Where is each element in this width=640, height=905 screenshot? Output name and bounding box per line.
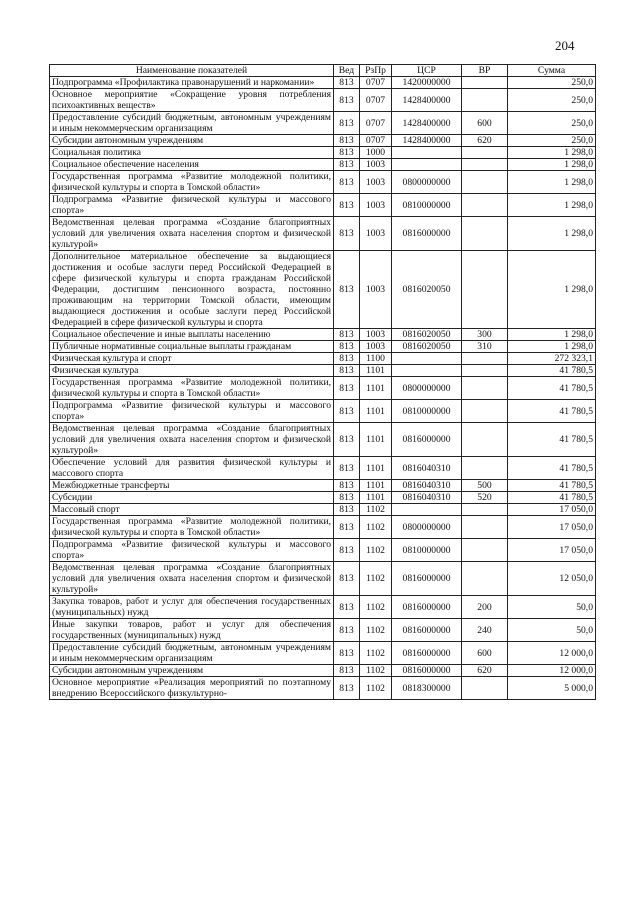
cell-vr [462, 171, 508, 194]
cell-sum: 41 780,5 [508, 423, 596, 457]
table-row [50, 665, 596, 677]
cell-rzpr: 0707 [360, 77, 392, 89]
cell-name: Дополнительное материальное обеспечение за выдающиеся достижения и особые заслуги перед Российской Федерацией в сфере физической культуры и спорта гражданам Российской Федерации, достигшим пенсионного возраста, постоянно проживающим на территории Томской области, имеющим выдающиеся достижения и особые заслуги перед Российской Федерацией в сфере физической культуры и спорта [50, 251, 334, 329]
cell-csr: 0816040310 [392, 457, 462, 480]
cell-sum: 1 298,0 [508, 194, 596, 217]
cell-rzpr: 1102 [360, 665, 392, 677]
cell-sum: 250,0 [508, 135, 596, 147]
cell-vr [462, 194, 508, 217]
table-row [50, 677, 596, 700]
table-row [50, 492, 596, 504]
cell-rzpr: 1102 [360, 596, 392, 619]
table-header-row [50, 65, 596, 77]
cell-name: Субсидии автономным учреждениям [50, 665, 334, 677]
cell-name: Подпрограмма «Профилактика правонарушений и наркомании» [50, 77, 334, 89]
cell-ved: 813 [334, 480, 360, 492]
cell-sum: 1 298,0 [508, 159, 596, 171]
cell-csr: 1420000000 [392, 77, 462, 89]
cell-ved: 813 [334, 353, 360, 365]
cell-name: Предоставление субсидий бюджетным, автономным учреждениям и иным некоммерческим организациям [50, 112, 334, 135]
cell-sum: 50,0 [508, 596, 596, 619]
cell-rzpr: 0707 [360, 89, 392, 112]
cell-sum: 1 298,0 [508, 329, 596, 341]
cell-vr [462, 677, 508, 700]
cell-name: Подпрограмма «Развитие физической культуры и массового спорта» [50, 400, 334, 423]
cell-ved: 813 [334, 516, 360, 539]
cell-rzpr: 1003 [360, 341, 392, 353]
cell-rzpr: 1003 [360, 171, 392, 194]
cell-sum: 17 050,0 [508, 504, 596, 516]
header-rzpr: РзПр [360, 65, 392, 77]
cell-vr [462, 562, 508, 596]
cell-csr: 0800000000 [392, 171, 462, 194]
cell-name: Закупка товаров, работ и услуг для обеспечения государственных (муниципальных) нужд [50, 596, 334, 619]
cell-csr: 0810000000 [392, 539, 462, 562]
cell-ved: 813 [334, 159, 360, 171]
cell-sum: 41 780,5 [508, 457, 596, 480]
cell-sum: 41 780,5 [508, 492, 596, 504]
cell-vr: 600 [462, 642, 508, 665]
cell-vr [462, 217, 508, 251]
cell-vr [462, 504, 508, 516]
cell-csr: 0816000000 [392, 423, 462, 457]
table-row [50, 251, 596, 329]
cell-name: Государственная программа «Развитие молодежной политики, физической культуры и спорта в Томской области» [50, 171, 334, 194]
cell-name: Субсидии автономным учреждениям [50, 135, 334, 147]
table-row [50, 217, 596, 251]
header-csr: ЦСР [392, 65, 462, 77]
table-row [50, 539, 596, 562]
cell-name: Иные закупки товаров, работ и услуг для обеспечения государственных (муниципальных) нужд [50, 619, 334, 642]
cell-vr [462, 423, 508, 457]
cell-vr [462, 159, 508, 171]
cell-sum: 41 780,5 [508, 377, 596, 400]
header-vr: ВР [462, 65, 508, 77]
cell-sum: 272 323,1 [508, 353, 596, 365]
cell-vr [462, 516, 508, 539]
cell-rzpr: 1102 [360, 504, 392, 516]
cell-vr: 600 [462, 112, 508, 135]
cell-sum: 17 050,0 [508, 516, 596, 539]
cell-name: Ведомственная целевая программа «Создание благоприятных условий для увеличения охвата населения спортом и физической культурой» [50, 562, 334, 596]
cell-sum: 41 780,5 [508, 480, 596, 492]
budget-table [49, 64, 596, 700]
cell-name: Подпрограмма «Развитие физической культуры и массового спорта» [50, 539, 334, 562]
cell-name: Ведомственная целевая программа «Создание благоприятных условий для увеличения охвата населения спортом и физической культурой» [50, 217, 334, 251]
cell-csr: 0818300000 [392, 677, 462, 700]
cell-csr: 0816040310 [392, 480, 462, 492]
cell-vr [462, 147, 508, 159]
cell-sum: 5 000,0 [508, 677, 596, 700]
cell-ved: 813 [334, 539, 360, 562]
cell-ved: 813 [334, 147, 360, 159]
cell-sum: 41 780,5 [508, 400, 596, 423]
cell-sum: 1 298,0 [508, 147, 596, 159]
cell-rzpr: 1102 [360, 539, 392, 562]
cell-name: Основное мероприятие «Сокращение уровня потребления психоактивных веществ» [50, 89, 334, 112]
cell-rzpr: 1101 [360, 365, 392, 377]
cell-csr [392, 159, 462, 171]
cell-sum: 12 050,0 [508, 562, 596, 596]
table-body [50, 77, 596, 700]
cell-csr: 0810000000 [392, 194, 462, 217]
table-row [50, 171, 596, 194]
cell-csr [392, 353, 462, 365]
cell-csr: 0816000000 [392, 619, 462, 642]
table-row [50, 377, 596, 400]
cell-vr [462, 353, 508, 365]
cell-ved: 813 [334, 377, 360, 400]
cell-vr: 620 [462, 665, 508, 677]
cell-sum: 12 000,0 [508, 642, 596, 665]
table-row [50, 619, 596, 642]
cell-name: Обеспечение условий для развития физической культуры и массового спорта [50, 457, 334, 480]
cell-ved: 813 [334, 619, 360, 642]
cell-rzpr: 1102 [360, 516, 392, 539]
cell-csr: 0810000000 [392, 400, 462, 423]
table-row [50, 423, 596, 457]
cell-sum: 1 298,0 [508, 171, 596, 194]
cell-csr: 0816000000 [392, 562, 462, 596]
cell-rzpr: 1100 [360, 353, 392, 365]
cell-csr: 0816000000 [392, 642, 462, 665]
cell-name: Физическая культура и спорт [50, 353, 334, 365]
cell-ved: 813 [334, 562, 360, 596]
cell-name: Публичные нормативные социальные выплаты гражданам [50, 341, 334, 353]
cell-ved: 813 [334, 677, 360, 700]
cell-rzpr: 1102 [360, 642, 392, 665]
cell-name: Предоставление субсидий бюджетным, автономным учреждениям и иным некоммерческим организациям [50, 642, 334, 665]
cell-csr: 0816020050 [392, 341, 462, 353]
cell-name: Физическая культура [50, 365, 334, 377]
cell-vr [462, 457, 508, 480]
table-row [50, 341, 596, 353]
cell-name: Массовый спорт [50, 504, 334, 516]
cell-csr [392, 504, 462, 516]
cell-ved: 813 [334, 135, 360, 147]
cell-vr: 500 [462, 480, 508, 492]
cell-sum: 1 298,0 [508, 341, 596, 353]
cell-rzpr: 1101 [360, 400, 392, 423]
table-row [50, 504, 596, 516]
cell-name: Государственная программа «Развитие молодежной политики, физической культуры и спорта в Томской области» [50, 377, 334, 400]
cell-csr [392, 147, 462, 159]
cell-ved: 813 [334, 251, 360, 329]
table-row [50, 480, 596, 492]
header-ved: Вед [334, 65, 360, 77]
cell-rzpr: 1101 [360, 377, 392, 400]
cell-csr: 0816020050 [392, 329, 462, 341]
cell-rzpr: 1102 [360, 619, 392, 642]
cell-csr: 0816020050 [392, 251, 462, 329]
cell-sum: 17 050,0 [508, 539, 596, 562]
cell-ved: 813 [334, 77, 360, 89]
table-row [50, 159, 596, 171]
cell-rzpr: 0707 [360, 135, 392, 147]
cell-ved: 813 [334, 400, 360, 423]
cell-csr: 0816000000 [392, 596, 462, 619]
cell-rzpr: 1101 [360, 423, 392, 457]
cell-vr: 200 [462, 596, 508, 619]
cell-sum: 250,0 [508, 89, 596, 112]
header-sum: Сумма [508, 65, 596, 77]
table-row [50, 457, 596, 480]
cell-csr: 0816040310 [392, 492, 462, 504]
cell-vr [462, 400, 508, 423]
cell-vr [462, 539, 508, 562]
cell-vr [462, 251, 508, 329]
cell-csr: 0800000000 [392, 516, 462, 539]
cell-vr [462, 89, 508, 112]
cell-name: Основное мероприятие «Реализация мероприятий по поэтапному внедрению Всероссийского физкультурно- [50, 677, 334, 700]
cell-sum: 250,0 [508, 112, 596, 135]
cell-ved: 813 [334, 423, 360, 457]
cell-csr: 0816000000 [392, 665, 462, 677]
table-row [50, 562, 596, 596]
table-row [50, 135, 596, 147]
table-row [50, 365, 596, 377]
table-row [50, 112, 596, 135]
cell-rzpr: 0707 [360, 112, 392, 135]
table-row [50, 147, 596, 159]
table-row [50, 77, 596, 89]
table-row [50, 194, 596, 217]
cell-sum: 1 298,0 [508, 251, 596, 329]
cell-rzpr: 1102 [360, 562, 392, 596]
cell-ved: 813 [334, 89, 360, 112]
cell-rzpr: 1003 [360, 251, 392, 329]
cell-ved: 813 [334, 171, 360, 194]
cell-rzpr: 1003 [360, 217, 392, 251]
cell-name: Социальное обеспечение и иные выплаты населению [50, 329, 334, 341]
cell-rzpr: 1101 [360, 492, 392, 504]
cell-sum: 41 780,5 [508, 365, 596, 377]
cell-rzpr: 1003 [360, 329, 392, 341]
table-row [50, 89, 596, 112]
cell-csr: 1428400000 [392, 112, 462, 135]
cell-name: Межбюджетные трансферты [50, 480, 334, 492]
cell-ved: 813 [334, 194, 360, 217]
cell-ved: 813 [334, 365, 360, 377]
cell-rzpr: 1000 [360, 147, 392, 159]
cell-ved: 813 [334, 457, 360, 480]
cell-sum: 50,0 [508, 619, 596, 642]
cell-vr: 310 [462, 341, 508, 353]
cell-sum: 250,0 [508, 77, 596, 89]
cell-vr [462, 365, 508, 377]
table-row [50, 353, 596, 365]
cell-vr [462, 377, 508, 400]
cell-csr: 0800000000 [392, 377, 462, 400]
header-name: Наименование показателей [50, 65, 334, 77]
page-number: 204 [555, 38, 575, 53]
cell-ved: 813 [334, 329, 360, 341]
cell-name: Государственная программа «Развитие молодежной политики, физической культуры и спорта в Томской области» [50, 516, 334, 539]
cell-ved: 813 [334, 341, 360, 353]
table-row [50, 642, 596, 665]
table-row [50, 596, 596, 619]
cell-vr: 300 [462, 329, 508, 341]
cell-ved: 813 [334, 596, 360, 619]
cell-sum: 12 000,0 [508, 665, 596, 677]
cell-vr [462, 77, 508, 89]
cell-ved: 813 [334, 492, 360, 504]
cell-csr: 1428400000 [392, 135, 462, 147]
table-row [50, 329, 596, 341]
cell-ved: 813 [334, 504, 360, 516]
cell-name: Подпрограмма «Развитие физической культуры и массового спорта» [50, 194, 334, 217]
cell-sum: 1 298,0 [508, 217, 596, 251]
cell-name: Социальное обеспечение населения [50, 159, 334, 171]
cell-ved: 813 [334, 642, 360, 665]
cell-ved: 813 [334, 665, 360, 677]
cell-name: Социальная политика [50, 147, 334, 159]
cell-rzpr: 1102 [360, 677, 392, 700]
cell-name: Ведомственная целевая программа «Создание благоприятных условий для увеличения охвата населения спортом и физической культурой» [50, 423, 334, 457]
cell-rzpr: 1101 [360, 480, 392, 492]
table-row [50, 400, 596, 423]
cell-csr: 1428400000 [392, 89, 462, 112]
table-row [50, 516, 596, 539]
cell-rzpr: 1003 [360, 159, 392, 171]
cell-name: Субсидии [50, 492, 334, 504]
cell-rzpr: 1101 [360, 457, 392, 480]
cell-ved: 813 [334, 217, 360, 251]
cell-vr: 240 [462, 619, 508, 642]
cell-rzpr: 1003 [360, 194, 392, 217]
cell-vr: 620 [462, 135, 508, 147]
cell-vr: 520 [462, 492, 508, 504]
cell-csr [392, 365, 462, 377]
cell-csr: 0816000000 [392, 217, 462, 251]
cell-ved: 813 [334, 112, 360, 135]
